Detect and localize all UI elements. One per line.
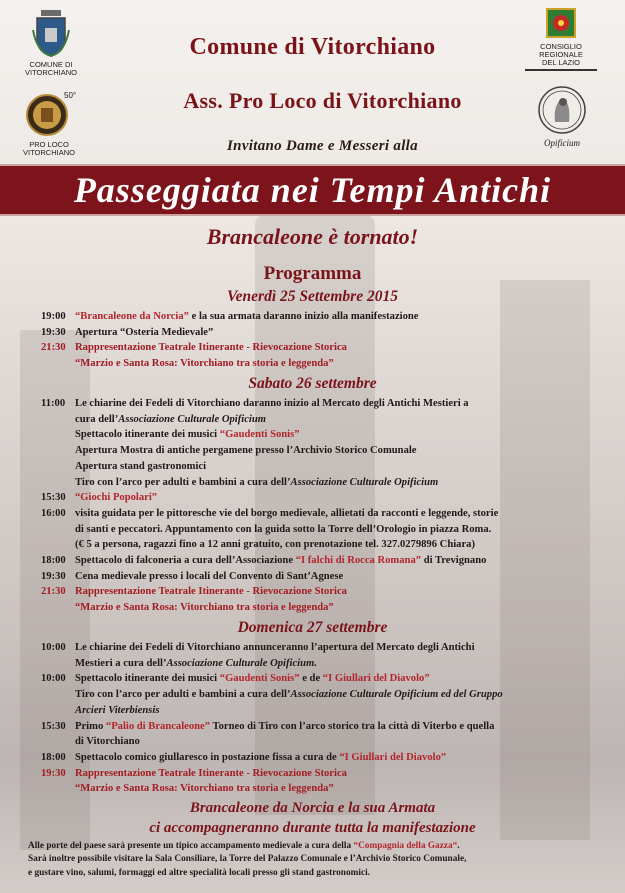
opificium-label: Opificium: [544, 138, 580, 148]
event-subline: [41, 687, 601, 703]
schedule-row: [41, 584, 601, 600]
event-subline: Apertura Mostra di antiche pergamene presso l’Archivio Storico Comunale: [75, 445, 417, 457]
schedule-row: [41, 766, 601, 782]
event-text: Rappresentazione Teatrale Itinerante - Rievocazione Storica: [75, 342, 347, 354]
event-subline: [41, 656, 601, 672]
event-text: Spettacolo di falconeria a cura dell’Associazione: [75, 555, 296, 567]
footer-notes: [28, 840, 603, 880]
schedule-row: [41, 340, 601, 356]
footer-line: e gustare vino, salumi, formaggi ed altre specialità locali presso gli stand gastronomici.: [28, 867, 370, 878]
event-text: visita guidata per le pittoresche vie del borgo medievale, allietati da racconti e leggende, storie: [75, 507, 499, 519]
event-time: 21:30: [41, 586, 66, 598]
organizer-name: Associazione Culturale Opificium: [290, 476, 439, 488]
schedule-row: [41, 396, 601, 412]
event-text: Torneo di Tiro con l’arco storico tra la città di Viterbo e quella: [210, 720, 495, 732]
programme-heading: Programma: [263, 263, 362, 284]
event-highlight: “I Giullari del Diavolo”: [339, 751, 447, 763]
invitation-line: Invitano Dame e Messeri alla: [227, 138, 418, 154]
event-text: Spettacolo itinerante dei musici: [75, 429, 220, 441]
event-banner: Passeggiata nei Tempi Antichi: [0, 164, 625, 216]
schedule-row: [41, 490, 601, 506]
schedule-saturday: [41, 396, 601, 616]
event-subline: di santi e peccatori. Appuntamento con la guida sotto la Torre dell’Orologio in piazza Roma.: [75, 523, 492, 535]
regione-line-2: REGIONALE: [539, 50, 583, 59]
comune-logo-label: COMUNE DI VITORCHIANO: [25, 60, 77, 77]
event-highlight: “Palio di Brancaleone”: [105, 720, 211, 732]
footer-title-1: Brancaleone da Norcia e la sua Armata: [189, 800, 436, 816]
event-subtitle: Brancaleone è tornato!: [206, 224, 419, 249]
regione-line-1: CONSIGLIO: [540, 42, 582, 51]
footer-highlight: “Compagnia della Gazza“: [353, 841, 458, 851]
comune-title: Comune di Vitorchiano: [189, 34, 436, 60]
event-text: Cena medievale presso i locali del Convento di Sant’Agnese: [75, 570, 344, 582]
event-subline: [41, 427, 601, 443]
event-highlight: “Gaudenti Sonis”: [219, 673, 300, 685]
event-time: 15:30: [41, 720, 66, 732]
schedule-row: [41, 671, 601, 687]
event-text: Le chiarine dei Fedeli di Vitorchiano daranno inizio al Mercato degli Antichi Mestieri a: [75, 398, 469, 409]
event-text: Spettacolo comico giullaresco in postazione fissa a cura de: [75, 751, 340, 763]
event-highlight: “Gaudenti Sonis”: [219, 429, 300, 441]
day-heading-saturday: Sabato 26 settembre: [248, 375, 377, 392]
event-text: Tiro con l’arco per adulti e bambini a cura dell’: [75, 689, 291, 701]
event-text: cura dell’: [75, 413, 119, 425]
schedule-row: [41, 750, 601, 766]
event-text: di Trevignano: [421, 555, 487, 567]
event-text: e de: [299, 673, 323, 685]
schedule-row: [41, 309, 601, 325]
footer-text: .: [457, 841, 460, 851]
regione-line-3: DEL LAZIO: [541, 58, 581, 67]
event-time: 21:30: [41, 342, 66, 354]
proloco-logo-label: PRO LOCO VITORCHIANO: [23, 140, 75, 157]
schedule-row: [41, 553, 601, 569]
schedule-friday: [41, 309, 601, 372]
organizer-name: Associazione Culturale Opificium.: [166, 657, 317, 669]
event-time: 18:00: [41, 751, 66, 763]
event-time: 16:00: [41, 507, 66, 519]
event-subline: di Vitorchiano: [75, 736, 140, 748]
organizer-name: Associazione Culturale Opificium: [118, 413, 266, 425]
event-time: 10:00: [41, 642, 66, 653]
event-text: Rappresentazione Teatrale Itinerante - Rievocazione Storica: [75, 586, 347, 598]
schedule-row: [41, 719, 601, 735]
event-highlight: “I Giullari del Diavolo”: [322, 673, 430, 685]
organizer-name: Associazione Culturale Opificium ed del Gruppo: [290, 689, 503, 701]
event-text: Mestieri a cura dell’: [75, 657, 167, 669]
schedule-row: [41, 506, 601, 522]
event-text: e la sua armata daranno inizio alla manifestazione: [188, 311, 419, 322]
event-time: 19:30: [41, 767, 66, 779]
schedule-row: [41, 325, 601, 341]
footer-title-2: ci accompagneranno durante tutta la manifestazione: [149, 820, 476, 836]
event-time: 10:00: [41, 673, 66, 685]
proloco-title: Ass. Pro Loco di Vitorchiano: [183, 88, 462, 113]
schedule-row: [41, 569, 601, 585]
footer-text: Alle porte del paese sarà presente un tipico accampamento medievale a cura della: [28, 841, 354, 851]
event-text: Tiro con l’arco per adulti e bambini a cura dell’: [75, 476, 291, 488]
proloco-badge-number: 50°: [64, 91, 77, 100]
event-highlight: “Brancaleone da Norcia”: [75, 311, 189, 322]
event-highlight: “I falchi di Rocca Romana”: [295, 555, 422, 567]
footer-line: Sarà inoltre possibile visitare la Sala Consiliare, la Torre del Palazzo Comunale e l’Archivio Storico Comunale,: [28, 854, 467, 865]
schedule-row: [41, 640, 601, 656]
event-time: 19:00: [41, 311, 66, 322]
event-subline: “Marzio e Santa Rosa: Vitorchiano tra storia e leggenda”: [75, 783, 334, 795]
regione-divider: [525, 69, 597, 71]
event-text: Apertura “Osteria Medievale”: [75, 326, 214, 338]
event-subline: Apertura stand gastronomici: [75, 460, 207, 472]
event-subline: [41, 412, 601, 428]
event-subline: “Marzio e Santa Rosa: Vitorchiano tra storia e leggenda”: [75, 358, 334, 370]
event-time: 11:00: [41, 398, 66, 409]
event-text: Primo: [75, 720, 106, 732]
event-highlight: “Giochi Popolari”: [75, 492, 158, 504]
event-subline: “Marzio e Santa Rosa: Vitorchiano tra storia e leggenda”: [75, 602, 334, 614]
event-subline: [41, 475, 601, 491]
footer-line: [28, 840, 603, 853]
event-time: 19:30: [41, 326, 66, 338]
organizer-name: Arcieri Viterbiensis: [75, 704, 160, 716]
schedule-sunday: [41, 640, 601, 797]
event-text: Spettacolo itinerante dei musici: [75, 673, 220, 685]
day-heading-sunday: Domenica 27 settembre: [237, 619, 388, 636]
event-time: 19:30: [41, 570, 66, 582]
day-heading-friday: Venerdì 25 Settembre 2015: [227, 288, 398, 305]
event-text: Rappresentazione Teatrale Itinerante - Rievocazione Storica: [75, 767, 347, 779]
event-time: 15:30: [41, 492, 66, 504]
event-text: Le chiarine dei Fedeli di Vitorchiano annunceranno l’apertura del Mercato degli Antichi: [75, 642, 475, 653]
event-subline: (€ 5 a persona, ragazzi fino a 12 anni gratuito, con prenotazione tel. 327.0279896 Chiara): [75, 539, 475, 551]
event-time: 18:00: [41, 555, 66, 567]
